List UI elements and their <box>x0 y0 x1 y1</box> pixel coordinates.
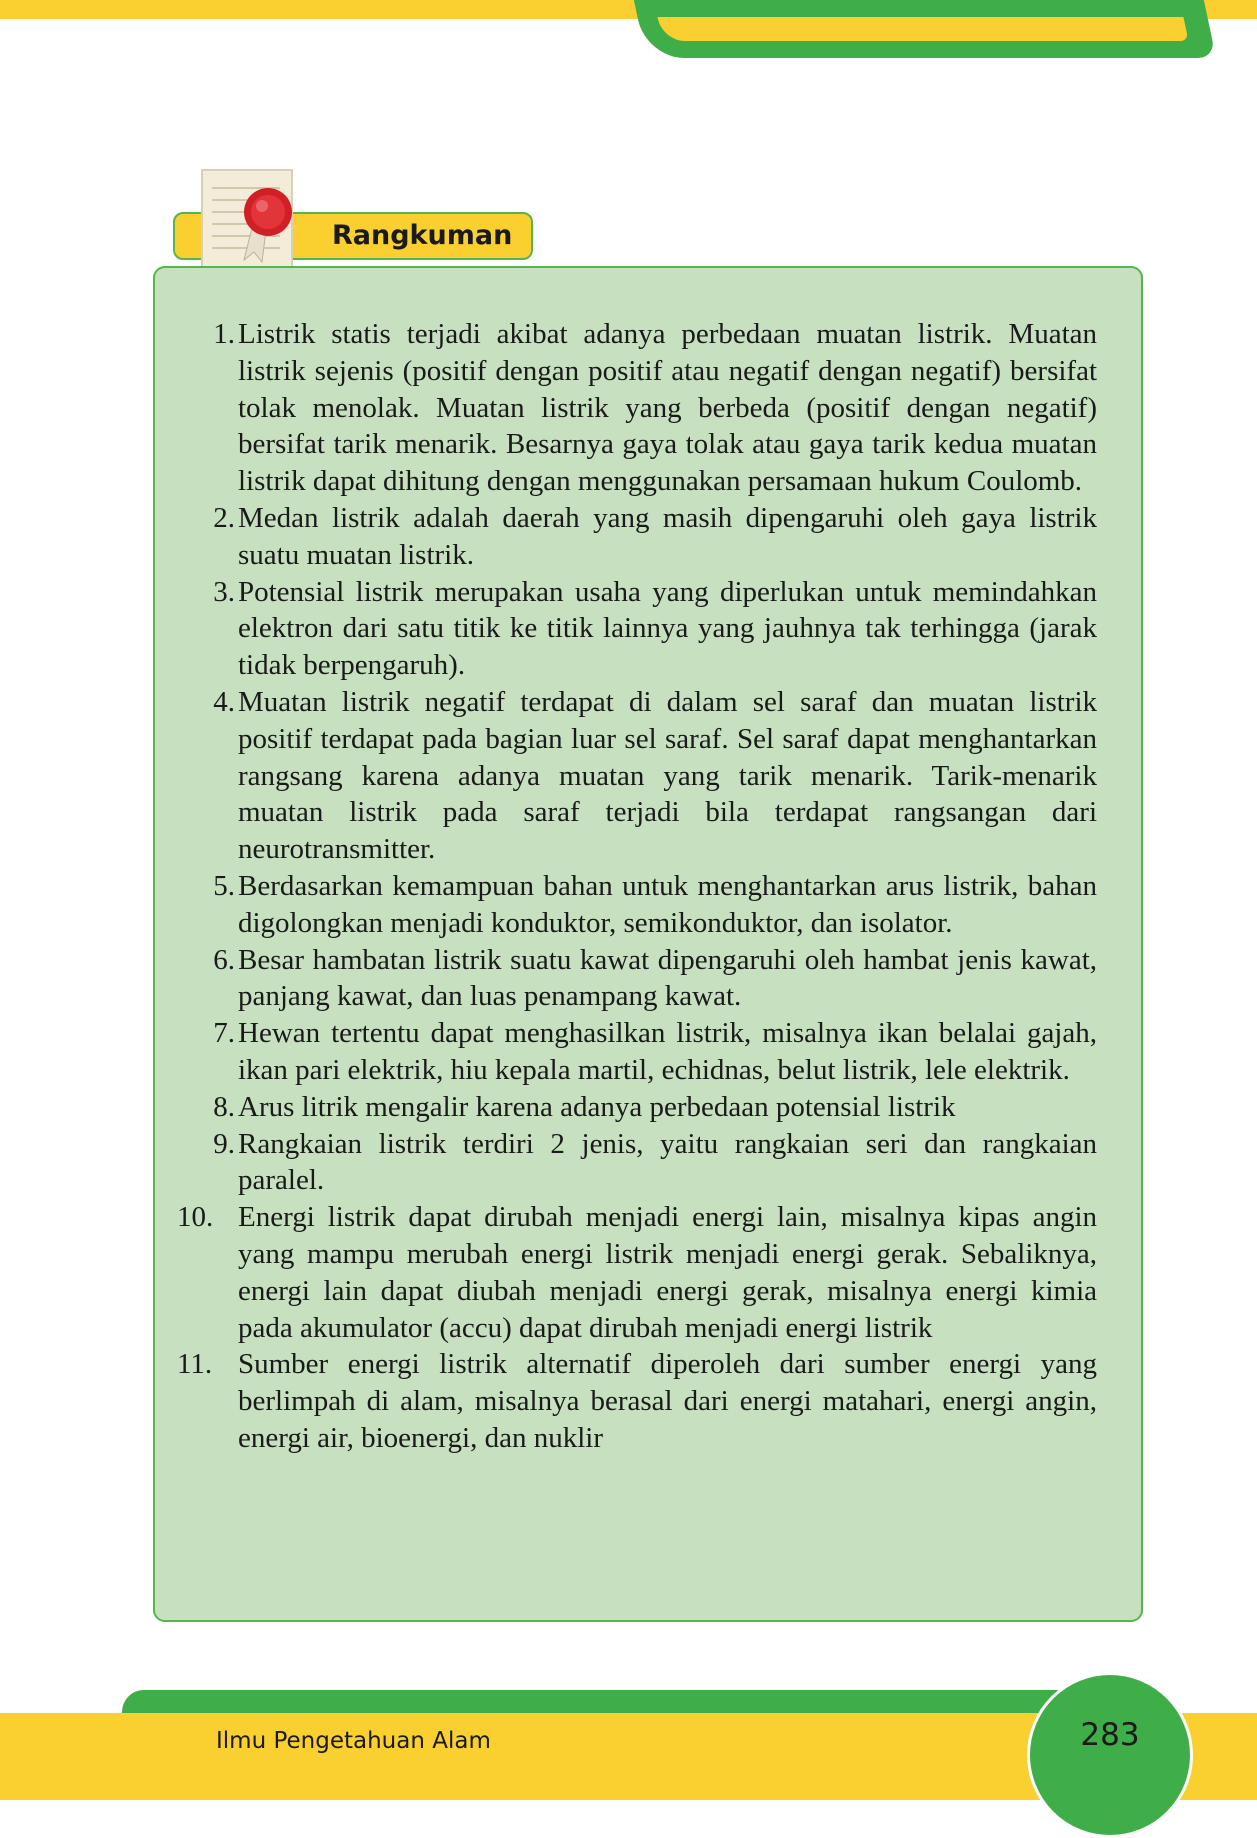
item-number: 11. <box>177 1348 213 1381</box>
item-text: Potensial listrik merupakan usaha yang diperlukan untuk memindahkan elektron dari satu titik ke titik lainnya yang jauhnya tak terhingga (jarak tidak berpengaruh). <box>238 575 1097 682</box>
list-item <box>177 1199 1097 1346</box>
item-text: Medan listrik adalah daerah yang masih dipengaruhi oleh gaya listrik suatu muatan listrik. <box>238 501 1097 571</box>
item-number: 1. <box>213 318 235 350</box>
item-number: 9. <box>213 1127 235 1160</box>
item-number: 7. <box>213 1017 235 1050</box>
list-item <box>185 1015 1097 1089</box>
item-number: 3. <box>213 575 235 608</box>
item-number: 2. <box>213 501 235 534</box>
list-item <box>185 1126 1097 1200</box>
top-yellow-tab-inset <box>657 17 1188 41</box>
item-text: Hewan tertentu dapat menghasilkan listrik, misalnya ikan belalai gajah, ikan pari elektrik, hiu kepala martil, echidnas, belut listrik, lele elektrik. <box>238 1017 1097 1086</box>
item-text: Rangkaian listrik terdiri 2 jenis, yaitu rangkaian seri dan rangkaian paralel. <box>238 1127 1097 1197</box>
list-item <box>185 1089 1097 1126</box>
item-number: 5. <box>213 869 235 902</box>
page-number: 283 <box>1080 1717 1140 1753</box>
list-item <box>185 942 1097 1016</box>
item-text: Berdasarkan kemampuan bahan untuk menghantarkan arus listrik, bahan digolongkan menjadi konduktor, semikonduktor, dan isolator. <box>238 869 1097 939</box>
item-number: 10. <box>177 1201 214 1234</box>
item-text: Sumber energi listrik alternatif diperoleh dari sumber energi yang berlimpah di alam, misalnya berasal dari energi matahari, energi angin, energi air, bioenergi, dan nuklir <box>238 1348 1097 1454</box>
list-item <box>185 868 1097 942</box>
item-text: Besar hambatan listrik suatu kawat dipengaruhi oleh hambat jenis kawat, panjang kawat, dan luas penampang kawat. <box>238 943 1097 1013</box>
section-title: Rangkuman <box>332 220 513 251</box>
item-text: Energi listrik dapat dirubah menjadi energi lain, misalnya kipas angin yang mampu merubah energi listrik menjadi energi gerak. Sebaliknya, energi lain dapat diubah menjadi energi gerak, misalnya energi kimia pada akumulator (accu) dapat dirubah menjadi energi listrik <box>238 1201 1097 1344</box>
list-item <box>185 684 1097 868</box>
item-number: 4. <box>213 685 235 718</box>
page-number-circle <box>1027 1672 1193 1838</box>
item-number: 6. <box>213 943 235 976</box>
item-text: Arus litrik mengalir karena adanya perbedaan potensial listrik <box>238 1090 956 1123</box>
certificate-seal-icon <box>200 168 310 270</box>
list-item <box>185 500 1097 574</box>
footer-book-title: Ilmu Pengetahuan Alam <box>216 1728 491 1754</box>
list-item <box>185 316 1097 500</box>
list-item <box>177 1346 1097 1456</box>
list-item <box>185 574 1097 684</box>
item-number: 8. <box>213 1090 235 1123</box>
summary-list <box>177 316 1097 1457</box>
item-text: Muatan listrik negatif terdapat di dalam sel saraf dan muatan listrik positif terdapat pada bagian luar sel saraf. Sel saraf dapat menghantarkan rangsang karena adanya muatan yang tarik menarik. Tarik-menarik muatan listrik pada saraf terjadi bila terdapat rangsangan dari neurotransmitter. <box>238 685 1097 866</box>
item-text: Listrik statis terjadi akibat adanya perbedaan muatan listrik. Muatan listrik sejenis (positif dengan positif atau negatif dengan negatif) bersifat tolak menolak. Muatan listrik yang berbeda (positif dengan negatif) bersifat tarik menarik. Besarnya gaya tolak atau gaya tarik kedua muatan listrik dapat dihitung dengan menggunakan persamaan hukum Coulomb. <box>238 318 1097 498</box>
